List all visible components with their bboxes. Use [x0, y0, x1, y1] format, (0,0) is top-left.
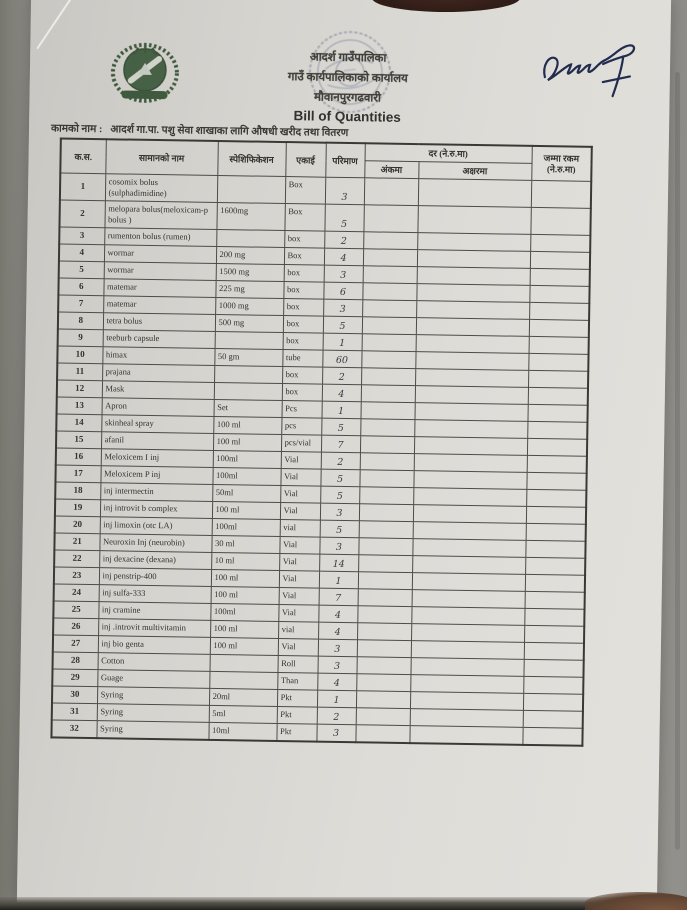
cell-unit: Vial — [279, 570, 319, 588]
cell-rate-figures — [363, 249, 417, 267]
cell-spec: 1500 mg — [216, 263, 284, 281]
cell-item: Apron — [102, 398, 214, 417]
cell-total — [530, 234, 590, 252]
cell-item: wormar — [104, 245, 216, 264]
cell-sn: 14 — [56, 414, 101, 432]
cell-unit: Pcs — [282, 401, 322, 419]
cell-rate-words — [414, 420, 527, 439]
col-header-rate-figures: अंकमा — [364, 161, 418, 179]
cell-total — [528, 353, 588, 371]
cell-rate-words — [416, 318, 529, 337]
cell-qty-handwritten: 5 — [324, 204, 363, 232]
cell-rate-figures — [359, 487, 413, 505]
cell-qty-handwritten: 60 — [322, 350, 361, 368]
cell-sn: 18 — [55, 482, 100, 500]
cell-rate-words — [412, 556, 525, 575]
cell-spec — [210, 654, 278, 672]
cell-item: Neuroxin Inj (neurobin) — [99, 534, 211, 553]
cell-rate-words — [413, 505, 526, 524]
cell-unit: box — [283, 299, 323, 317]
cell-total — [524, 642, 584, 660]
cell-rate-words — [412, 573, 525, 592]
municipality-logo-icon — [103, 34, 186, 109]
col-header-spec: स्पेशिफिकेशन — [217, 141, 286, 177]
cell-qty-handwritten: 5 — [320, 520, 359, 538]
cell-total — [525, 574, 585, 592]
cell-item: inj limoxin (otc LA) — [100, 517, 212, 536]
cell-item: Syring — [97, 687, 209, 706]
col-header-sn: क.स. — [60, 139, 106, 174]
cell-rate-figures — [360, 436, 414, 454]
cell-total — [529, 336, 589, 354]
cell-sn: 3 — [59, 227, 104, 245]
cell-qty-handwritten: 3 — [325, 177, 364, 205]
cell-unit: Vial — [280, 503, 320, 521]
cell-spec — [215, 331, 283, 349]
cell-total — [522, 727, 582, 745]
cell-rate-figures — [357, 623, 411, 641]
cell-sn: 30 — [52, 686, 97, 704]
cell-sn: 20 — [55, 516, 100, 534]
cell-unit: Vial — [279, 587, 319, 605]
cell-rate-figures — [360, 453, 414, 471]
cell-sn: 23 — [54, 567, 99, 585]
cell-qty-handwritten: 5 — [321, 418, 360, 436]
cell-spec — [214, 382, 282, 400]
cell-sn: 5 — [59, 261, 104, 279]
cell-item: Meloxicem P inj — [100, 466, 212, 485]
cell-rate-words — [416, 301, 529, 320]
cell-rate-words — [415, 352, 528, 371]
cell-qty-handwritten: 2 — [324, 231, 363, 249]
col-header-total-line2: (ने.रु.मा) — [546, 163, 576, 175]
cell-qty-handwritten: 1 — [317, 690, 356, 708]
cell-rate-words — [413, 522, 526, 541]
cell-spec: 1600mg — [216, 202, 284, 230]
cell-unit: Vial — [279, 536, 319, 554]
cell-rate-words — [409, 726, 522, 745]
cell-qty-handwritten: 1 — [321, 401, 360, 419]
cell-rate-figures — [358, 555, 412, 573]
cell-qty-handwritten: 3 — [323, 299, 362, 317]
paper-sheet — [17, 0, 671, 910]
cell-total — [528, 387, 588, 405]
cell-item: rumenton bolus (rumen) — [104, 228, 216, 247]
cell-rate-figures — [358, 589, 412, 607]
cell-spec: 5ml — [209, 705, 277, 723]
cell-unit: Than — [277, 672, 317, 690]
cell-total — [527, 421, 587, 439]
cell-rate-figures — [356, 691, 410, 709]
cell-qty-handwritten: 6 — [323, 282, 362, 300]
cell-spec: 100 ml — [212, 501, 280, 519]
cell-total — [526, 506, 586, 524]
cell-item: tetra bolus — [103, 313, 215, 332]
cell-sn: 27 — [53, 635, 98, 653]
cell-spec: 50 gm — [214, 348, 282, 366]
cell-qty-handwritten: 1 — [323, 333, 362, 351]
cell-total — [525, 591, 585, 609]
cell-rate-words — [417, 206, 530, 235]
cell-spec — [217, 175, 285, 203]
cell-rate-figures — [360, 419, 414, 437]
cell-rate-words — [414, 437, 527, 456]
cell-sn: 1 — [60, 173, 105, 201]
cell-total — [526, 472, 586, 490]
cell-item: inj sulfa-333 — [99, 585, 211, 604]
cell-qty-handwritten: 3 — [319, 537, 358, 555]
cell-rate-figures — [356, 708, 410, 726]
col-header-total — [531, 146, 592, 181]
cell-unit: Box — [284, 248, 324, 266]
cell-item: wormar — [104, 262, 216, 281]
cell-spec: 100ml — [212, 518, 280, 536]
cell-rate-words — [411, 607, 524, 626]
col-header-rate: दर (ने.रु.मा) — [365, 143, 532, 163]
cell-spec: 200 mg — [216, 246, 284, 264]
cell-rate-figures — [364, 178, 418, 206]
cell-item: inj cramine — [98, 602, 210, 621]
cell-unit: Box — [284, 204, 324, 232]
cell-rate-figures — [363, 232, 417, 250]
cell-item: matemar — [103, 296, 215, 315]
cell-unit: Vial — [278, 604, 318, 622]
cell-rate-figures — [355, 725, 409, 743]
cell-total — [523, 676, 583, 694]
cell-sn: 13 — [57, 397, 102, 415]
cell-rate-words — [410, 692, 523, 711]
cell-sn: 17 — [55, 465, 100, 483]
cell-total — [530, 268, 590, 286]
cell-qty-handwritten: 4 — [324, 248, 363, 266]
cell-rate-words — [410, 709, 523, 728]
org-name-line2: गाउँ कार्यपालिकाको कार्यालय — [287, 71, 408, 85]
cell-qty-handwritten: 1 — [319, 571, 358, 589]
cell-spec: 225 mg — [215, 280, 283, 298]
cell-unit: tube — [282, 350, 322, 368]
cell-qty-handwritten: 3 — [324, 265, 363, 283]
cell-spec: 100 ml — [213, 433, 281, 451]
cell-sn: 24 — [54, 584, 99, 602]
cell-sn: 6 — [58, 278, 103, 296]
cell-item: inj bio genta — [98, 636, 210, 655]
cell-qty-handwritten: 5 — [320, 469, 359, 487]
cell-spec: 20ml — [209, 688, 277, 706]
cell-qty-handwritten: 4 — [322, 384, 361, 402]
cell-item: Meloxicem I inj — [101, 449, 213, 468]
cell-unit: vial — [278, 621, 318, 639]
cell-item: inj penstrip-400 — [99, 568, 211, 587]
cell-item: Cotton — [98, 653, 210, 672]
cell-rate-figures — [357, 640, 411, 658]
boq-table-body — [51, 173, 591, 745]
cell-spec: 10ml — [208, 722, 276, 740]
cell-spec — [216, 229, 284, 247]
cell-spec: 30 ml — [211, 535, 279, 553]
cell-qty-handwritten: 7 — [321, 435, 360, 453]
cell-unit: vial — [280, 520, 320, 538]
cell-total — [529, 285, 589, 303]
cell-spec: 100 ml — [211, 586, 279, 604]
cell-item: prajana — [102, 364, 214, 383]
cell-qty-handwritten: 4 — [317, 673, 356, 691]
cell-sn: 15 — [56, 431, 101, 449]
cell-item: teeburb capsule — [103, 330, 215, 349]
cell-sn: 31 — [52, 703, 97, 721]
cell-spec: 100 ml — [213, 416, 281, 434]
cell-rate-words — [410, 675, 523, 694]
cell-total — [530, 207, 590, 235]
cell-total — [531, 180, 591, 208]
cell-rate-words — [416, 335, 529, 354]
cell-rate-words — [417, 267, 530, 286]
col-header-qty: परिमाण — [325, 143, 365, 178]
cell-item: Syring — [97, 704, 209, 723]
cell-unit: Vial — [281, 452, 321, 470]
cell-rate-figures — [362, 283, 416, 301]
cell-unit: box — [283, 282, 323, 300]
letterhead — [195, 46, 500, 127]
signature-icon — [534, 37, 653, 111]
photo-edge-shadow — [675, 72, 680, 850]
cell-unit: Vial — [278, 638, 318, 656]
cell-total — [524, 608, 584, 626]
cell-qty-handwritten: 4 — [318, 622, 357, 640]
cell-rate-words — [418, 179, 531, 208]
cell-qty-handwritten: 5 — [323, 316, 362, 334]
cell-sn: 7 — [58, 295, 103, 313]
cell-rate-words — [412, 590, 525, 609]
cell-rate-figures — [363, 205, 417, 233]
paper-corner-edge — [36, 0, 89, 49]
cell-spec — [214, 365, 282, 383]
cell-sn: 22 — [54, 550, 99, 568]
cell-qty-handwritten: 3 — [320, 503, 359, 521]
cell-rate-figures — [362, 300, 416, 318]
cell-sn: 10 — [57, 346, 102, 364]
cell-qty-handwritten: 4 — [318, 605, 357, 623]
cell-unit: Roll — [277, 655, 317, 673]
cell-total — [526, 489, 586, 507]
cell-rate-figures — [361, 385, 415, 403]
org-address-line: मौवानपुरगढवारी — [314, 91, 382, 105]
cell-rate-figures — [363, 266, 417, 284]
cell-spec: Set — [214, 399, 282, 417]
cell-item: inj intermectin — [100, 483, 212, 502]
cell-sn: 19 — [55, 499, 100, 517]
cell-spec — [209, 671, 277, 689]
cell-rate-figures — [356, 657, 410, 675]
cell-rate-figures — [361, 351, 415, 369]
boq-table — [50, 137, 592, 746]
cell-rate-words — [410, 658, 523, 677]
cell-spec: 50ml — [212, 484, 280, 502]
cell-sn: 32 — [51, 720, 96, 738]
cell-rate-words — [416, 284, 529, 303]
cell-total — [525, 557, 585, 575]
cell-sn: 4 — [59, 244, 104, 262]
cell-unit: box — [282, 384, 322, 402]
cell-spec: 1000 mg — [215, 297, 283, 315]
cell-item: inj introvit b complex — [100, 500, 212, 519]
cell-total — [529, 302, 589, 320]
cell-total — [525, 540, 585, 558]
cell-rate-words — [415, 369, 528, 388]
cell-rate-figures — [361, 368, 415, 386]
cell-total — [530, 251, 590, 269]
cell-total — [528, 370, 588, 388]
doc-title: Bill of Quantities — [293, 108, 401, 125]
cell-sn: 2 — [59, 200, 104, 228]
cell-rate-words — [413, 488, 526, 507]
cell-rate-words — [417, 233, 530, 252]
cell-rate-figures — [358, 572, 412, 590]
cell-rate-figures — [362, 334, 416, 352]
cell-total — [526, 523, 586, 541]
cell-item: Syring — [96, 721, 208, 740]
cell-sn: 9 — [58, 329, 103, 347]
cell-unit: box — [284, 265, 324, 283]
cell-rate-figures — [362, 317, 416, 335]
cell-spec: 500 mg — [215, 314, 283, 332]
cell-rate-figures — [359, 504, 413, 522]
cell-unit: box — [283, 333, 323, 351]
work-name-value: आदर्श गा.पा. पशु सेवा शाखाका लागि औषधी खरीद तथा वितरण — [110, 124, 349, 140]
cell-unit: box — [283, 316, 323, 334]
cell-sn: 16 — [56, 448, 101, 466]
cell-sn: 11 — [57, 363, 102, 381]
cell-sn: 21 — [54, 533, 99, 551]
photo-bottom-edge — [0, 897, 687, 910]
cell-rate-words — [414, 403, 527, 422]
cell-spec: 100ml — [210, 603, 278, 621]
cell-spec: 100 ml — [210, 637, 278, 655]
cell-qty-handwritten: 7 — [319, 588, 358, 606]
cell-unit: pcs/vial — [281, 435, 321, 453]
cell-total — [523, 659, 583, 677]
cell-item: himax — [102, 347, 214, 366]
cell-unit: Pkt — [277, 706, 317, 724]
cell-unit: Vial — [280, 486, 320, 504]
cell-rate-figures — [357, 606, 411, 624]
cell-unit: Box — [285, 177, 325, 205]
cell-total — [523, 693, 583, 711]
cell-sn: 25 — [53, 601, 98, 619]
cell-sn: 26 — [53, 618, 98, 636]
col-header-item: सामानको नाम — [105, 139, 218, 175]
cell-item: Guage — [97, 670, 209, 689]
cell-total — [529, 319, 589, 337]
cell-item: afanil — [101, 432, 213, 451]
cell-qty-handwritten: 14 — [319, 554, 358, 572]
photo-corner-finger — [585, 892, 687, 910]
cell-rate-words — [411, 641, 524, 660]
cell-sn: 12 — [57, 380, 102, 398]
cell-rate-words — [414, 454, 527, 473]
cell-qty-handwritten: 2 — [322, 367, 361, 385]
org-name-line1: आदर्श गाउँपालिका — [309, 51, 387, 65]
cell-rate-figures — [356, 674, 410, 692]
cell-spec: 10 ml — [211, 552, 279, 570]
cell-sn: 8 — [58, 312, 103, 330]
cell-qty-handwritten: 2 — [321, 452, 360, 470]
cell-unit: box — [282, 367, 322, 385]
cell-qty-handwritten: 2 — [317, 707, 356, 725]
cell-item: cosomix bolus (sulphadimidine) — [105, 174, 217, 203]
cell-item: skinheal spray — [101, 415, 213, 434]
cell-spec: 100ml — [212, 467, 280, 485]
cell-item: inj dexacine (dexana) — [99, 551, 211, 570]
cell-unit: box — [284, 231, 324, 249]
cell-sn: 29 — [52, 669, 97, 687]
cell-unit: Pkt — [277, 689, 317, 707]
cell-spec: 100ml — [213, 450, 281, 468]
cell-rate-words — [412, 539, 525, 558]
cell-total — [523, 710, 583, 728]
cell-rate-figures — [359, 470, 413, 488]
cell-rate-figures — [359, 521, 413, 539]
cell-total — [527, 438, 587, 456]
cell-item: inj .introvit multivitamin — [98, 619, 210, 638]
cell-unit: Vial — [280, 469, 320, 487]
cell-rate-words — [411, 624, 524, 643]
cell-unit: Pkt — [276, 723, 316, 741]
cell-rate-words — [413, 471, 526, 490]
cell-qty-handwritten: 3 — [318, 639, 357, 657]
cell-item: melopara bolus(meloxicam-p bolus ) — [104, 201, 216, 230]
cell-total — [524, 625, 584, 643]
cell-total — [527, 404, 587, 422]
cell-qty-handwritten: 5 — [320, 486, 359, 504]
cell-spec: 100 ml — [210, 620, 278, 638]
cell-item: matemar — [103, 279, 215, 298]
cell-item: Mask — [102, 381, 214, 400]
cell-sn: 28 — [53, 652, 98, 670]
cell-rate-figures — [360, 402, 414, 420]
col-header-total-line1: जम्मा रकम — [543, 152, 580, 164]
cell-rate-figures — [358, 538, 412, 556]
cell-qty-handwritten: 3 — [317, 656, 356, 674]
cell-unit: Vial — [279, 553, 319, 571]
cell-total — [527, 455, 587, 473]
cell-qty-handwritten: 3 — [316, 724, 355, 742]
cell-rate-words — [415, 386, 528, 405]
cell-spec: 100 ml — [211, 569, 279, 587]
work-name-label: कामको नाम : — [50, 123, 103, 136]
col-header-unit: एकाई — [285, 142, 326, 177]
cell-rate-words — [417, 250, 530, 269]
col-header-rate-words: अक्षरमा — [418, 162, 531, 181]
cell-unit: pcs — [281, 418, 321, 436]
